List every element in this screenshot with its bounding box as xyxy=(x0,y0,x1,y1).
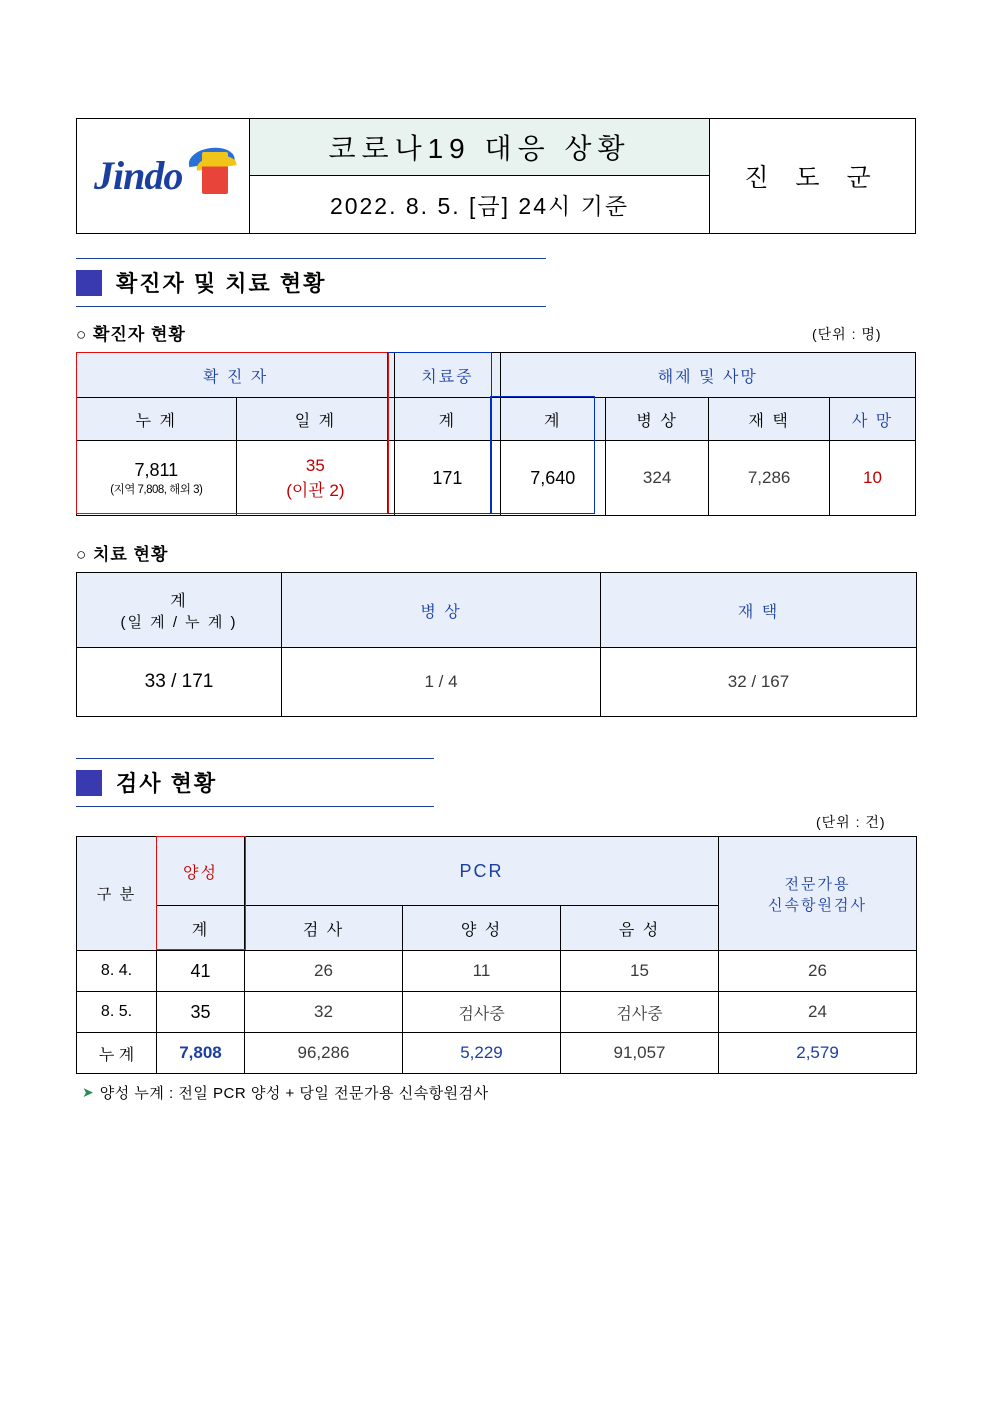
header-subtitle-cell xyxy=(250,176,710,234)
treatment-status-table xyxy=(76,572,917,717)
arrow-icon: ➤ xyxy=(82,1084,94,1100)
row-2-label: 누 계 xyxy=(77,1033,157,1074)
header-test-category: 구 분 xyxy=(77,837,157,951)
subsection-1-1-label: ○ 확진자 현황 xyxy=(76,325,186,344)
header-positive-total: 계 xyxy=(157,906,245,951)
cell-daily xyxy=(236,441,395,516)
header-released-total: 계 xyxy=(500,398,605,441)
header-pcr-negative: 음 성 xyxy=(561,906,719,951)
footnote-text: 양성 누계 : 전일 PCR 양성 + 당일 전문가용 신속항원검사 xyxy=(99,1085,489,1102)
value-treating-total: 171 xyxy=(395,441,500,516)
header-treatment-bed: 병 상 xyxy=(282,573,601,648)
header-positive-group: 양성 xyxy=(157,837,245,906)
header-treating-group: 치료중 xyxy=(395,353,500,398)
unit-label-1: (단위 : 명) xyxy=(812,326,882,342)
value-treatment-home: 32 / 167 xyxy=(601,648,917,717)
value-daily-note: (이관 2) xyxy=(286,480,345,500)
row-0-positive-total: 41 xyxy=(157,951,245,992)
page-title: 코로나19 대응 상황 xyxy=(328,133,631,164)
table-row xyxy=(77,951,917,992)
section-1 xyxy=(76,258,546,307)
row-0-pcr-negative: 15 xyxy=(561,951,719,992)
header-daily: 일 계 xyxy=(236,398,395,441)
row-1-positive-total: 35 xyxy=(157,992,245,1033)
header-pcr-group: PCR xyxy=(245,837,719,906)
value-released-total: 7,640 xyxy=(500,441,605,516)
row-1-pcr-positive: 검사중 xyxy=(403,992,561,1033)
treatment-status-table-wrap xyxy=(76,572,917,717)
header-confirmed-group: 확 진 자 xyxy=(77,353,395,398)
confirmed-status-table-wrap xyxy=(76,352,916,516)
row-1-rat-positive: 24 xyxy=(719,992,917,1033)
header-table xyxy=(76,118,916,234)
row-2-pcr-positive: 5,229 xyxy=(403,1033,561,1074)
row-0-pcr-positive: 11 xyxy=(403,951,561,992)
test-status-table xyxy=(76,836,917,1074)
header-cumulative: 누 계 xyxy=(77,398,237,441)
value-treatment-total: 33 / 171 xyxy=(77,648,282,717)
footnote-row xyxy=(82,1082,489,1103)
logo-cell xyxy=(77,119,250,234)
row-2-pcr-negative: 91,057 xyxy=(561,1033,719,1074)
org-cell xyxy=(710,119,916,234)
row-0-pcr-test: 26 xyxy=(245,951,403,992)
value-cumulative-note: (지역 7,808, 해외 3) xyxy=(110,483,203,496)
page-subtitle: 2022. 8. 5. [금] 24시 기준 xyxy=(329,193,630,219)
section-2 xyxy=(76,758,434,807)
cell-cumulative xyxy=(77,441,237,516)
row-1-label: 8. 5. xyxy=(77,992,157,1033)
header-rat-group: 전문가용 신속항원검사 xyxy=(719,837,917,951)
row-2-rat-positive: 2,579 xyxy=(719,1033,917,1074)
header-pcr-test: 검 사 xyxy=(245,906,403,951)
header-released-home: 재 택 xyxy=(709,398,830,441)
jindo-logo-icon xyxy=(88,146,238,206)
subsection-1-1-label-row xyxy=(76,320,186,345)
document-header xyxy=(76,118,916,231)
header-released-bed: 병 상 xyxy=(605,398,708,441)
value-cumulative: 7,811 xyxy=(134,459,179,480)
section-1-heading: 확진자 및 치료 현황 xyxy=(116,271,327,296)
header-released-group: 해제 및 사망 xyxy=(500,353,915,398)
logo-text: Jindo xyxy=(94,153,183,198)
header-treating-total: 계 xyxy=(395,398,500,441)
unit-label-2: (단위 : 건) xyxy=(816,814,886,830)
section-bullet-icon xyxy=(76,270,102,296)
table-row xyxy=(77,992,917,1033)
section-bullet-icon-2 xyxy=(76,770,102,796)
value-daily: 35 xyxy=(305,455,325,475)
value-treatment-bed: 1 / 4 xyxy=(282,648,601,717)
section-2-heading: 검사 현황 xyxy=(116,771,218,796)
logo-badge-icon xyxy=(202,152,228,194)
table-row xyxy=(77,1033,917,1074)
subsection-1-2-label-row xyxy=(76,540,168,565)
row-0-label: 8. 4. xyxy=(77,951,157,992)
header-title-cell xyxy=(250,119,710,176)
subsection-1-2-label: ○ 치료 현황 xyxy=(76,545,169,564)
row-1-pcr-negative: 검사중 xyxy=(561,992,719,1033)
confirmed-status-table xyxy=(76,352,916,516)
row-2-pcr-test: 96,286 xyxy=(245,1033,403,1074)
header-pcr-positive: 양 성 xyxy=(403,906,561,951)
header-treatment-total: 계 (일 계 / 누 계 ) xyxy=(77,573,282,648)
row-0-rat-positive: 26 xyxy=(719,951,917,992)
row-2-positive-total: 7,808 xyxy=(157,1033,245,1074)
header-treatment-home: 재 택 xyxy=(601,573,917,648)
org-name: 진 도 군 xyxy=(744,164,881,192)
value-released-bed: 324 xyxy=(605,441,708,516)
test-status-table-wrap xyxy=(76,836,917,1074)
header-deaths: 사 망 xyxy=(829,398,915,441)
row-1-pcr-test: 32 xyxy=(245,992,403,1033)
value-released-home: 7,286 xyxy=(709,441,830,516)
value-deaths: 10 xyxy=(829,441,915,516)
